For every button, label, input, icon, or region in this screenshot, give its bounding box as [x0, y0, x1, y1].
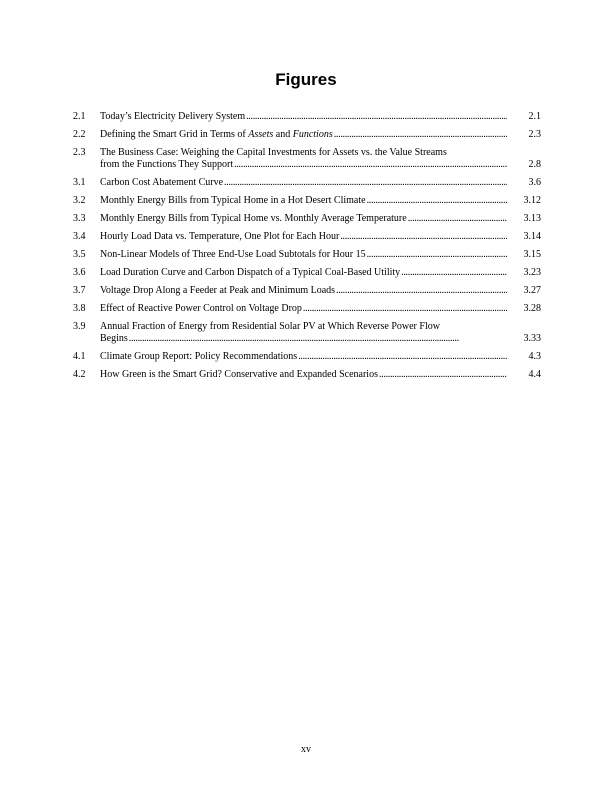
page-number: 3.27: [523, 285, 541, 296]
page-number: 3.15: [523, 249, 541, 260]
toc-entry[interactable]: [73, 129, 541, 141]
toc-entry[interactable]: [73, 195, 541, 207]
figure-title: Today’s Electricity Delivery System: [100, 111, 246, 122]
figure-title: How Green is the Smart Grid? Conservative and Expanded Scenarios: [100, 369, 378, 380]
dot-leader: [224, 177, 507, 189]
figure-title: Hourly Load Data vs. Temperature, One Plot for Each Hour: [100, 231, 340, 242]
figure-title-line: The Business Case: Weighing the Capital Investments for Assets vs. the Value Streams: [100, 147, 447, 158]
figure-number: 3.4: [73, 231, 86, 242]
dot-leader: [246, 111, 507, 123]
toc-entry[interactable]: [73, 147, 541, 171]
page-number: 2.3: [528, 129, 541, 140]
page-number: 4.3: [528, 351, 541, 362]
figure-title-line: Annual Fraction of Energy from Residential Solar PV at Which Reverse Power Flow: [100, 321, 440, 332]
toc-entry[interactable]: [73, 111, 541, 123]
figure-number: 3.7: [73, 285, 86, 296]
dot-leader: [367, 249, 507, 261]
figure-title: Non-Linear Models of Three End-Use Load Subtotals for Hour 15: [100, 249, 366, 260]
page-number: 3.6: [528, 177, 541, 188]
figure-number: 3.3: [73, 213, 86, 224]
page-number: 3.13: [523, 213, 541, 224]
dot-leader: [298, 351, 507, 363]
figure-number: 4.1: [73, 351, 86, 362]
figure-number: 2.1: [73, 111, 86, 122]
page-footer-number: xv: [301, 744, 311, 755]
figure-title: Carbon Cost Abatement Curve: [100, 177, 224, 188]
toc-entry[interactable]: [73, 321, 541, 345]
figure-title: Begins: [100, 333, 128, 344]
toc-entry[interactable]: [73, 285, 541, 297]
dot-leader: [334, 129, 507, 141]
toc-entry[interactable]: [73, 177, 541, 189]
figure-number: 3.9: [73, 321, 86, 332]
page-number: 4.4: [528, 369, 541, 380]
figures-list: [73, 111, 541, 387]
toc-entry[interactable]: [73, 249, 541, 261]
page-title: Figures: [275, 70, 337, 89]
dot-leader: [408, 213, 507, 225]
figure-title: Monthly Energy Bills from Typical Home in a Hot Desert Climate: [100, 195, 366, 206]
figure-number: 3.8: [73, 303, 86, 314]
page-number: 3.14: [523, 231, 541, 242]
toc-entry[interactable]: [73, 231, 541, 243]
toc-entry[interactable]: [73, 351, 541, 363]
dot-leader: [379, 369, 507, 381]
toc-entry[interactable]: [73, 213, 541, 225]
dot-leader: [367, 195, 507, 207]
dot-leader: [401, 267, 507, 279]
page-number: 3.12: [523, 195, 541, 206]
figure-number: 2.2: [73, 129, 86, 140]
dot-leader: [336, 285, 507, 297]
toc-entry[interactable]: [73, 369, 541, 381]
figure-number: 3.2: [73, 195, 86, 206]
figure-number: 3.1: [73, 177, 86, 188]
figure-title: Load Duration Curve and Carbon Dispatch of a Typical Coal-Based Utility: [100, 267, 401, 278]
page-number: 3.23: [523, 267, 541, 278]
dot-leader: [129, 333, 507, 345]
figure-title: Climate Group Report: Policy Recommendations: [100, 351, 298, 362]
toc-entry[interactable]: [73, 303, 541, 315]
dot-leader: [234, 159, 507, 171]
page-number: 2.1: [528, 111, 541, 122]
dot-leader: [303, 303, 507, 315]
toc-entry[interactable]: [73, 267, 541, 279]
figure-number: 3.5: [73, 249, 86, 260]
figure-title: from the Functions They Support: [100, 159, 234, 170]
figure-title: Defining the Smart Grid in Terms of Assets and Functions: [100, 129, 333, 140]
figure-title: Monthly Energy Bills from Typical Home vs. Monthly Average Temperature: [100, 213, 407, 224]
figure-number: 2.3: [73, 147, 86, 158]
page-number: 2.8: [528, 159, 541, 170]
dot-leader: [340, 231, 507, 243]
figure-title: Effect of Reactive Power Control on Voltage Drop: [100, 303, 302, 314]
figure-number: 4.2: [73, 369, 86, 380]
figure-title: Voltage Drop Along a Feeder at Peak and Minimum Loads: [100, 285, 336, 296]
page-number: 3.33: [523, 333, 541, 344]
page-number: 3.28: [523, 303, 541, 314]
figure-number: 3.6: [73, 267, 86, 278]
